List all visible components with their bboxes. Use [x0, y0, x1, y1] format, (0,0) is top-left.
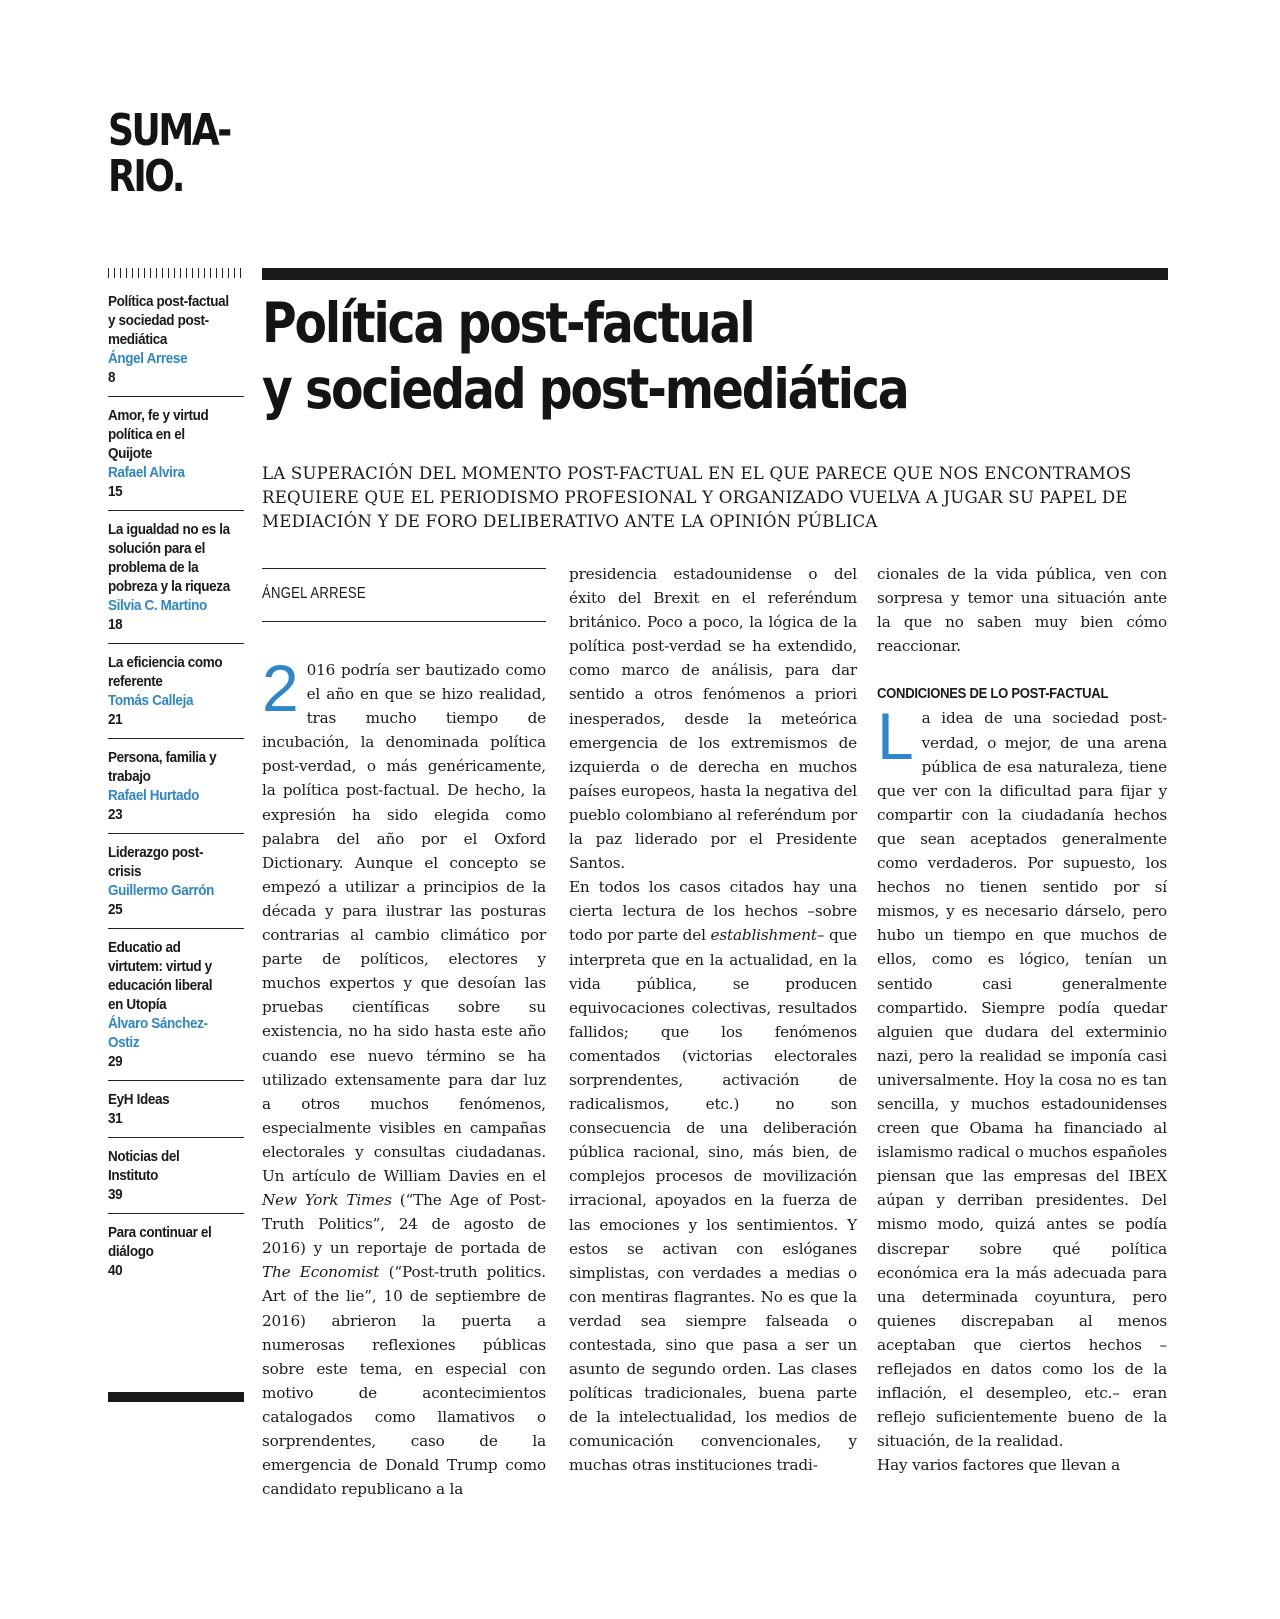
toc-title: Persona, familia y trabajo: [108, 749, 217, 785]
toc-title: Noticias del Instituto: [108, 1148, 180, 1184]
toc-page-number: 40: [108, 1262, 123, 1279]
publication-name: New York Times: [262, 1191, 392, 1210]
paragraph: [569, 875, 857, 1477]
toc-author: Ángel Arrese: [108, 350, 188, 367]
toc-item[interactable]: [108, 1147, 244, 1214]
toc-page-number: 25: [108, 901, 123, 918]
toc-item[interactable]: [108, 1090, 244, 1138]
text: – que interpreta que en la actualidad, en la vida pública, se producen equivocaciones colectivas, resultados fallidos; que los fenómenos comentados (victorias electorales sorprendentes, activación de radicalismos, etc.) no son consecuencia de una deliberación pública racional, sino, más bien, de complejos procesos de movilización irracional, apoyados en la fuerza de las emociones y los sentimientos. Y estos se activan con eslóganes simplistas, con verdades a medias o con mentiras flagrantes. No es que la verdad sea siempre falseada o contestada, sino que pasa a ser un asunto de segundo orden. Las clases políticas tradicionales, buena parte de la intelectualidad, los medios de comunicación convencionales, y muchas otras instituciones tradi-: [569, 926, 858, 1475]
article-column-3: [877, 562, 1167, 1477]
toc-title: Política post-factual y sociedad post-mediática: [108, 293, 229, 348]
paragraph: Hay varios factores que llevan a: [877, 1456, 1121, 1475]
toc-item[interactable]: [108, 520, 244, 644]
toc-author: Guillermo Garrón: [108, 882, 215, 899]
toc-page-number: 15: [108, 483, 123, 500]
article-column-1: [262, 651, 546, 1501]
toc-title: EyH Ideas: [108, 1091, 170, 1108]
toc-item[interactable]: [108, 748, 244, 834]
toc-item[interactable]: [108, 406, 244, 511]
section-heading: CONDICIONES DE LO POST-FACTUAL: [877, 686, 1109, 703]
toc-item[interactable]: [108, 292, 244, 397]
drop-cap: 2: [262, 651, 299, 725]
toc-title: La igualdad no es la solución para el problema de la pobreza y la riqueza: [108, 521, 230, 595]
toc-page-number: 18: [108, 616, 123, 633]
toc-item[interactable]: [108, 1223, 244, 1289]
toc-author: Álvaro Sánchez-Ostiz: [108, 1015, 208, 1051]
drop-cap: L: [877, 699, 914, 774]
toc-item[interactable]: [108, 653, 244, 739]
toc-page-number: 21: [108, 711, 123, 728]
article-headline: [262, 290, 1036, 422]
toc-title: Para continuar el diálogo: [108, 1224, 212, 1260]
article-deck: LA SUPERACIÓN DEL MOMENTO POST-FACTUAL EN EL QUE PARECE QUE NOS ENCONTRAMOS REQUIERE QUE EL PERIODISMO PROFESIONAL Y ORGANIZADO VUELVA A JUGAR SU PAPEL DE MEDIACIÓN Y DE FORO DELIBERATIVO ANTE LA OPINIÓN PÚBLICA: [262, 464, 1132, 531]
term: establishment: [710, 926, 817, 945]
toc-page-number: 23: [108, 806, 123, 823]
sidebar-end-bar: [108, 1392, 244, 1402]
toc-title: La eficiencia como referente: [108, 654, 223, 690]
toc-title: Educatio ad virtutem: virtud y educación liberal en Utopía: [108, 939, 213, 1013]
byline-box: [262, 568, 546, 622]
paragraph: presidencia estadounidense o del éxito del Brexit en el referéndum británico. Poco a poco, la lógica de la política post-verdad se ha extendido, como marco de análisis, para dar sentido a otros fenómenos a priori inesperados, desde la meteórica emergencia de los extremismos de izquierda o de derecha en muchos países europeos, hasta la negativa del pueblo colombiano al referéndum por la paz liderado por el Presidente Santos.: [569, 565, 857, 873]
text: 016 podría ser bautizado como el año en que se hizo realidad, tras mucho tiempo de incubación, la denominada política post-verdad, o más genéricamente, la política post-factual. De hecho, la expresión ha sido elegida como palabra del año por el Oxford Dictionary. Aunque el concepto se empezó a utilizar a principios de la década y para ilustrar las posturas contrarias al cambio climático por parte de políticos, electores y muchos expertos y que desoían las pruebas científicas sobre su existencia, no ha sido hasta este año cuando ese nuevo término se ha utilizado extensamente para dar luz a otros muchos fenómenos, especialmente visibles en campañas electorales y consultas ciudadanas. Un artículo de William Davies en el: [262, 661, 546, 1185]
toc-author: Tomás Calleja: [108, 692, 194, 709]
toc-page-number: 8: [108, 369, 116, 386]
toc-title: Liderazgo post-crisis: [108, 844, 204, 880]
headline-line-2: y sociedad post-mediática: [262, 357, 908, 421]
text: En todos los casos citados hay una cierta lectura de los hechos –sobre todo por parte del: [569, 878, 857, 945]
table-of-contents: [108, 292, 244, 1298]
toc-page-number: 29: [108, 1053, 123, 1070]
toc-author: Silvia C. Martino: [108, 597, 207, 614]
article-column-2: [569, 562, 857, 1478]
paragraph: [262, 651, 546, 1501]
tick-rule: [108, 268, 244, 278]
toc-author: Rafael Alvira: [108, 464, 185, 481]
toc-item[interactable]: [108, 938, 244, 1081]
sumario-line-2: RIO.: [108, 151, 183, 202]
toc-title: Amor, fe y virtud política en el Quijote: [108, 407, 209, 462]
text: (“The Age of Post-Truth Politics”, 24 de agosto de 2016) y un reportaje de portada de: [262, 1191, 546, 1258]
sumario-title: [108, 105, 230, 202]
sumario-line-1: SUMA-: [108, 105, 230, 156]
byline: ÁNGEL ARRESE: [262, 585, 366, 602]
paragraph: [877, 699, 1167, 1453]
text: a idea de una sociedad post-verdad, o mejor, de una arena pública de esa naturaleza, tiene que ver con la dificultad para fijar y compartir con la ciudadanía hechos que sean aceptados generalmente como verdaderos. Por supuesto, los hechos no tienen sentido por sí mismos, y es necesario dárselo, pero hubo un tiempo en que muchos de ellos, como es lógico, tenían un sentido casi generalmente compartido. Siempre podía quedar alguien que dudara del exterminio nazi, pero la realidad se imponía casi universalmente. Hoy la cosa no es tan sencilla, y muchos estadounidenses creen que Obama ha financiado al islamismo radical o muchos españoles piensan que las empresas del IBEX aúpan y derriban presidentes. Del mismo modo, quizá antes se podía discrepar sobre qué política económica era la más adecuada para una determinada coyuntura, pero quienes discrepaban al menos aceptaban que ciertos hechos –reflejados en datos como los de la inflación, el desempleo, etc.– eran reflejo suficientemente bueno de la situación, de la realidad.: [877, 709, 1167, 1451]
toc-item[interactable]: [108, 843, 244, 929]
top-rule: [262, 268, 1168, 280]
paragraph: cionales de la vida pública, ven con sorpresa y temor una situación ante la que no saben muy bien cómo reaccionar.: [877, 565, 1167, 656]
toc-author: Rafael Hurtado: [108, 787, 199, 804]
toc-page-number: 31: [108, 1110, 123, 1127]
toc-page-number: 39: [108, 1186, 123, 1203]
headline-line-1: Política post-factual: [262, 291, 754, 355]
publication-name: The Economist: [262, 1263, 380, 1282]
text: (“Post-truth politics. Art of the lie”, 10 de septiembre de 2016) abrieron la puerta a numerosas reflexiones públicas sobre este tema, en especial con motivo de acontecimientos catalogados como llamativos o sorprendentes, caso de la emergencia de Donald Trump como candidato republicano a la: [262, 1263, 546, 1499]
